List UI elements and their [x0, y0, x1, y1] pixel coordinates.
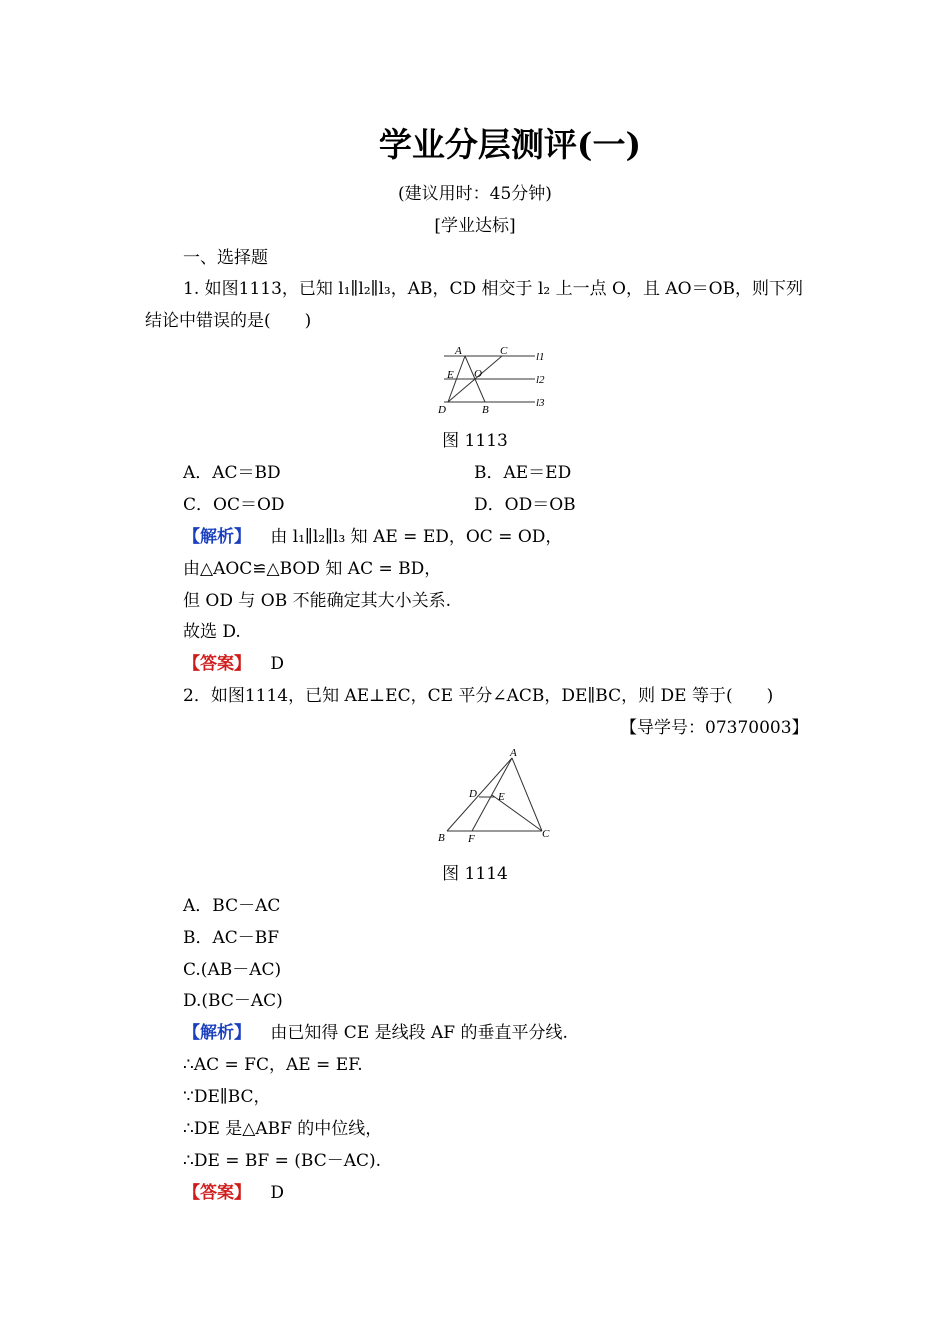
q1-analysis-line2: 由△AOC≌△BOD 知 AC = BD， [183, 559, 442, 579]
label-l1: l1 [536, 351, 545, 363]
q2-answer-tag: 【答案】 [183, 1183, 251, 1203]
q2-analysis-line3: ∵DE∥BC， [183, 1087, 271, 1107]
q1-analysis-line3: 但 OD 与 OB 不能确定其大小关系. [183, 591, 452, 611]
label-O: O [474, 368, 482, 380]
section-label: [学业达标] [434, 216, 516, 236]
segment-af [472, 758, 512, 831]
q2-analysis-line4: ∴DE 是△ABF 的中位线， [183, 1119, 383, 1139]
q2-analysis-row1 [183, 1022, 568, 1044]
suggested-time: (建议用时：45分钟) [398, 184, 552, 204]
q2-analysis-line2: ∴AC = FC，AE = EF. [183, 1055, 363, 1075]
label-A: A [510, 747, 517, 759]
label-D: D [438, 404, 446, 416]
q2-analysis-tag: 【解析】 [183, 1023, 251, 1043]
label-l3: l3 [536, 397, 545, 409]
q1-analysis-line1: 由 l₁∥l₂∥l₃ 知 AE = ED，OC = OD， [270, 527, 563, 547]
q1-analysis-tag: 【解析】 [183, 527, 251, 547]
label-F: F [468, 833, 475, 845]
label-l2: l2 [536, 374, 545, 386]
q1-stem-line1: 1. 如图1113，已知 l₁∥l₂∥l₃，AB，CD 相交于 l₂ 上一点 O，且 AO＝OB，则下列 [183, 279, 804, 299]
q1-figure-caption: 图 1113 [442, 431, 508, 451]
figure-1114 [432, 745, 557, 845]
q2-option-a: A．BC－AC [183, 896, 281, 916]
q2-stem: 2．如图1114，已知 AE⊥EC，CE 平分∠ACB，DE∥BC，则 DE 等于( ) [183, 686, 774, 706]
q1-answer-row [183, 653, 284, 675]
q2-option-c: C.(AB－AC) [183, 960, 282, 980]
q2-analysis-line1: 由已知得 CE 是线段 AF 的垂直平分线. [270, 1023, 568, 1043]
q2-option-d: D.(BC－AC) [183, 991, 283, 1011]
q1-answer: D [270, 654, 285, 674]
q1-stem-line2: 结论中错误的是( ) [145, 311, 312, 331]
figure-1113 [432, 340, 557, 420]
label-B: B [438, 832, 445, 844]
q2-answer-row [183, 1182, 284, 1204]
q1-option-d: D．OD＝OB [474, 495, 576, 515]
label-A: A [455, 345, 462, 357]
q1-analysis-line4: 故选 D. [183, 622, 241, 642]
label-E: E [447, 369, 454, 381]
q1-option-b: B．AE＝ED [474, 463, 572, 483]
q2-analysis-line5: ∴DE = BF = (BC－AC). [183, 1151, 382, 1171]
label-B: B [482, 404, 489, 416]
part-heading: 一、选择题 [183, 248, 268, 268]
q2-answer: D [270, 1183, 285, 1203]
label-C: C [542, 828, 550, 840]
q1-answer-tag: 【答案】 [183, 654, 251, 674]
label-E: E [498, 791, 505, 803]
label-D: D [469, 788, 477, 800]
q1-option-a: A．AC＝BD [183, 463, 281, 483]
q2-guide-number: 【导学号：07370003】 [620, 718, 809, 738]
label-C: C [500, 345, 508, 357]
q1-analysis-row1 [183, 526, 562, 548]
page-title: 学业分层测评(一) [378, 125, 642, 164]
q1-option-c: C．OC＝OD [183, 495, 285, 515]
q2-option-b: B．AC－BF [183, 928, 280, 948]
q2-figure-caption: 图 1114 [442, 864, 508, 884]
